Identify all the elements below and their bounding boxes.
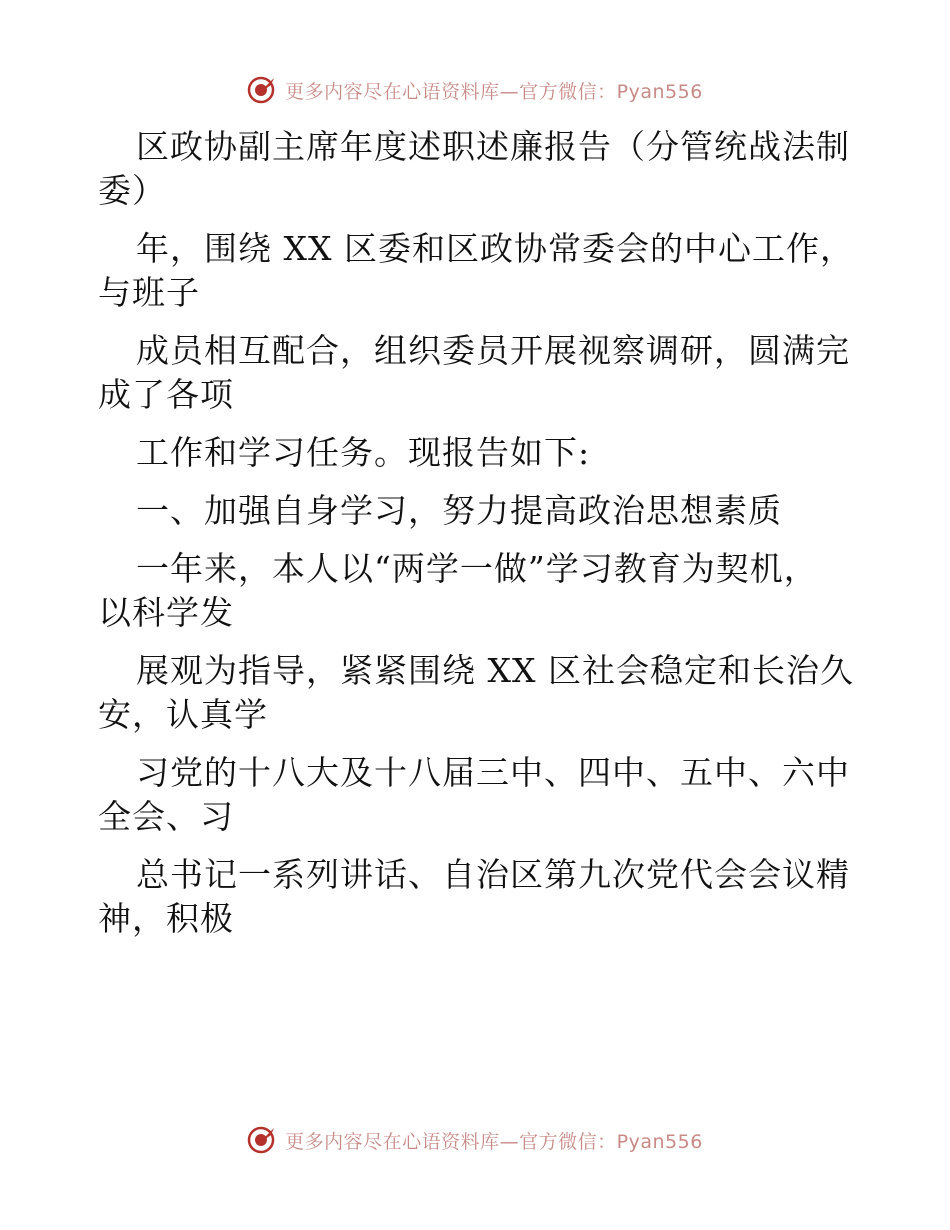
text-line: 神，积极	[98, 899, 234, 938]
text-line: 工作和学习任务。现报告如下:	[136, 433, 591, 472]
quill-logo-icon	[247, 75, 277, 105]
watermark-bottom	[0, 1120, 950, 1160]
text-line: 成了各项	[98, 375, 234, 414]
text-line: 总书记一系列讲话、自治区第九次党代会会议精	[136, 855, 850, 894]
text-line: 与班子	[98, 273, 200, 312]
watermark-text: 更多内容尽在心语资料库—官方微信：Pyan556	[285, 80, 703, 103]
text-line: 区政协副主席年度述职述廉报告（分管统战法制	[136, 127, 850, 166]
text-line: 习党的十八大及十八届三中、四中、五中、六中	[136, 753, 850, 792]
text-line: 年，围绕 XX 区委和区政协常委会的中心工作，	[136, 229, 854, 268]
section-heading: 一、加强自身学习，努力提高政治思想素质	[136, 491, 782, 530]
text-line: 以科学发	[98, 593, 234, 632]
watermark-text: 更多内容尽在心语资料库—官方微信：Pyan556	[285, 1130, 703, 1153]
text-line: 安，认真学	[98, 695, 268, 734]
text-line: 全会、习	[98, 797, 234, 836]
text-line: 成员相互配合，组织委员开展视察调研，圆满完	[136, 331, 850, 370]
quill-logo-icon	[247, 1125, 277, 1155]
text-line: 委）	[98, 171, 166, 210]
document-body	[98, 125, 858, 955]
watermark-top	[0, 70, 950, 110]
text-line: 一年来，本人以“两学一做”学习教育为契机，	[136, 549, 818, 588]
text-line: 展观为指导，紧紧围绕 XX 区社会稳定和长治久	[136, 651, 854, 690]
